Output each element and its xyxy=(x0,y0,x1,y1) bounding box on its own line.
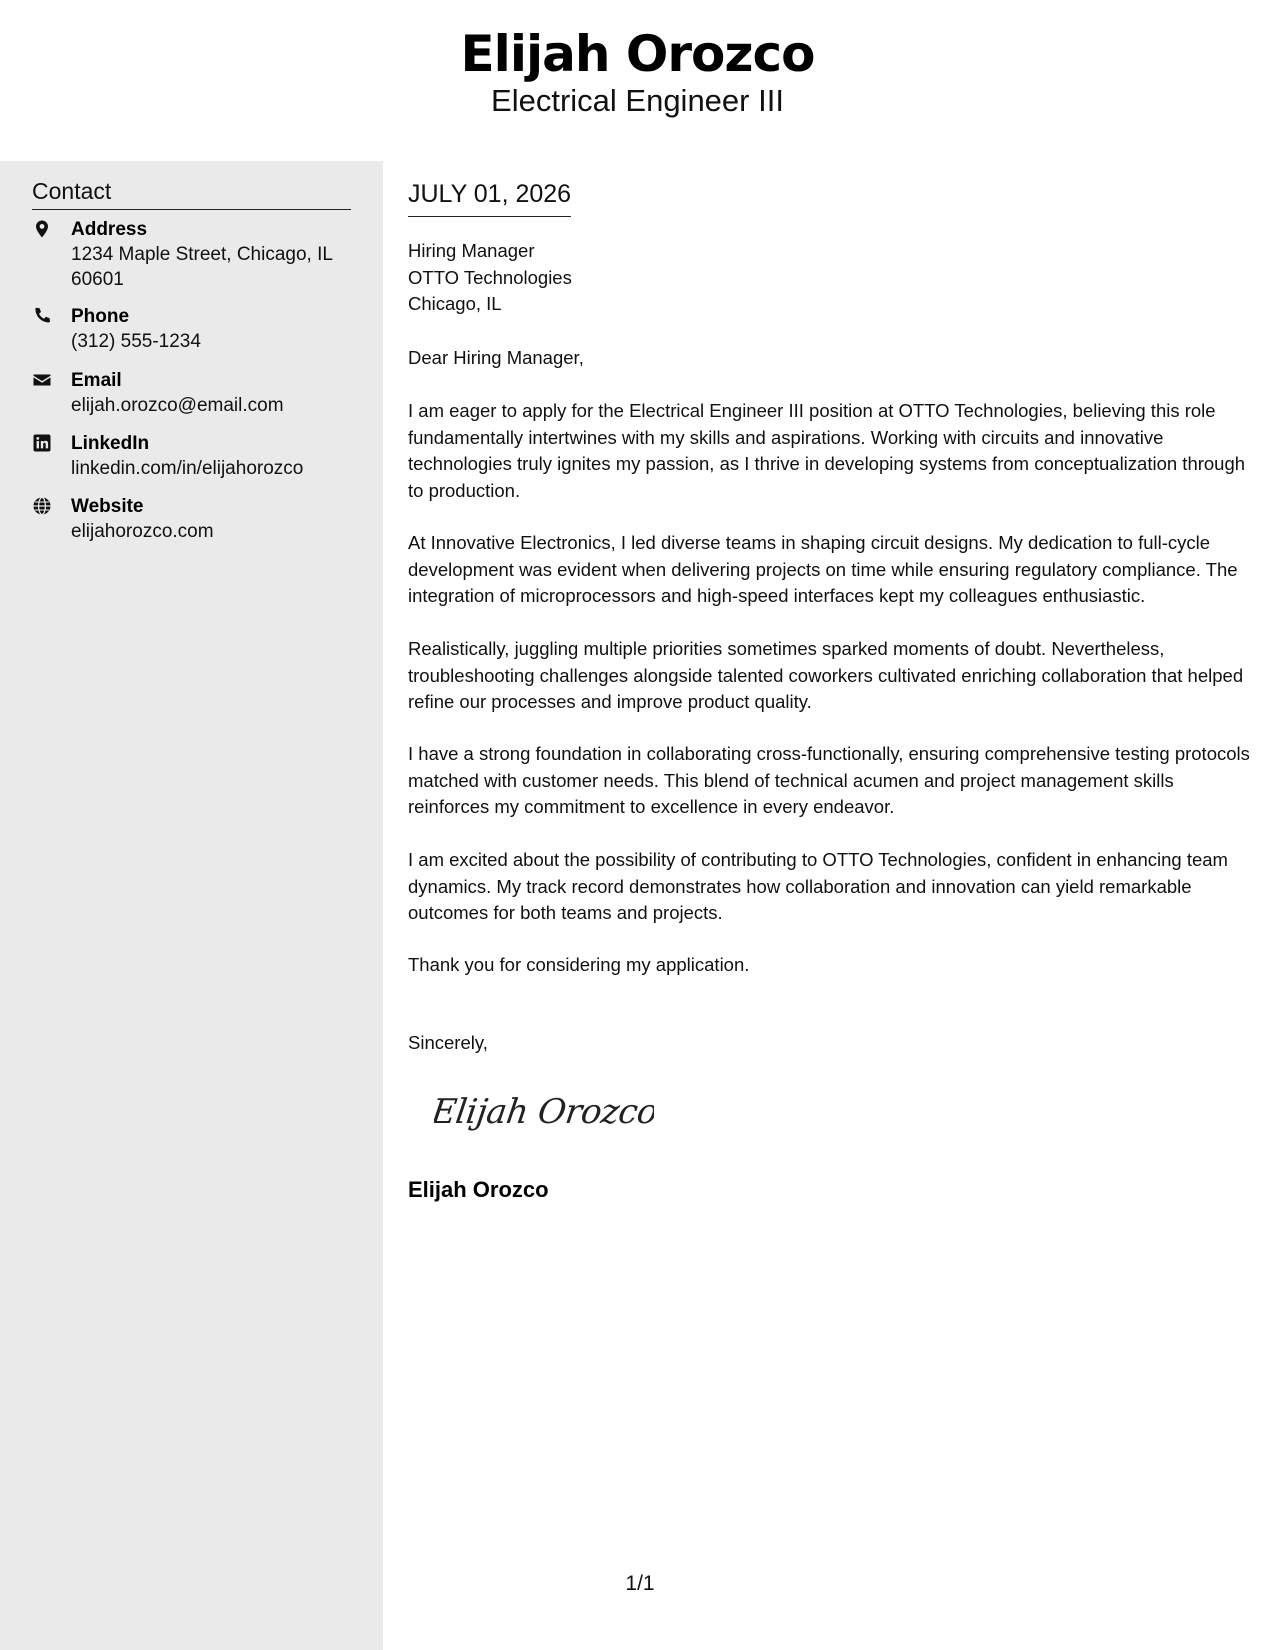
contact-value: elijahorozco.com xyxy=(71,521,214,542)
contact-value: elijah.orozco@email.com xyxy=(71,395,284,416)
envelope-icon xyxy=(32,370,52,390)
contact-sidebar xyxy=(0,161,383,1650)
contact-label: Phone xyxy=(71,306,130,327)
linkedin-icon xyxy=(32,433,52,453)
contact-label: LinkedIn xyxy=(71,433,150,454)
recipient-line: Hiring Manager xyxy=(408,240,535,261)
handwritten-signature xyxy=(434,1081,654,1141)
map-pin-icon xyxy=(32,219,52,239)
contact-heading: Contact xyxy=(32,176,351,210)
recipient-line: Chicago, IL xyxy=(408,293,502,314)
contact-value: (312) 555-1234 xyxy=(71,331,201,352)
closing: Sincerely, xyxy=(408,1032,488,1053)
globe-icon xyxy=(32,496,52,516)
contact-label: Address xyxy=(71,219,148,240)
job-title: Electrical Engineer III xyxy=(491,83,784,118)
paragraph: Thank you for considering my application. xyxy=(408,954,750,975)
contact-value: linkedin.com/in/elijahorozco xyxy=(71,458,304,479)
page-header xyxy=(0,0,1275,160)
contact-label: Website xyxy=(71,496,144,517)
paragraph: I have a strong foundation in collaborating cross-functionally, ensuring comprehensive testing protocols matched with customer needs. This blend of technical acumen and project management skills reinforces my commitment to excellence in every endeavor. xyxy=(408,743,1250,817)
letter-date: JULY 01, 2026 xyxy=(408,178,571,217)
recipient-block xyxy=(408,238,572,318)
page-number: 1/1 xyxy=(625,1572,655,1595)
phone-icon xyxy=(32,306,52,326)
contact-value: 1234 Maple Street, Chicago, IL 60601 xyxy=(71,244,333,290)
salutation: Dear Hiring Manager, xyxy=(408,347,584,368)
signed-name: Elijah Orozco xyxy=(408,1177,549,1202)
paragraph: Realistically, juggling multiple priorities sometimes sparked moments of doubt. Nevertheless, troubleshooting challenges alongside talented coworkers cultivated enriching collaboration that helped refine our processes and improve product quality. xyxy=(408,638,1244,712)
applicant-name: Elijah Orozco xyxy=(460,25,815,83)
svg-text:Elijah Orozco: Elijah Orozco xyxy=(434,1092,654,1132)
paragraph: I am eager to apply for the Electrical Engineer III position at OTTO Technologies, believing this role fundamentally intertwines with my skills and aspirations. Working with circuits and innovative technologies truly ignites my passion, as I thrive in developing systems from conceptualization through to production. xyxy=(408,400,1246,501)
paragraph: At Innovative Electronics, I led diverse teams in shaping circuit designs. My dedication to full-cycle development was evident when delivering projects on time while ensuring regulatory compliance. The integration of microprocessors and high-speed interfaces kept my colleagues enthusiastic. xyxy=(408,532,1238,606)
paragraph: I am excited about the possibility of contributing to OTTO Technologies, confident in enhancing team dynamics. My track record demonstrates how collaboration and innovation can yield remarkable outcomes for both teams and projects. xyxy=(408,849,1228,923)
recipient-line: OTTO Technologies xyxy=(408,266,572,288)
contact-label: Email xyxy=(71,370,122,391)
